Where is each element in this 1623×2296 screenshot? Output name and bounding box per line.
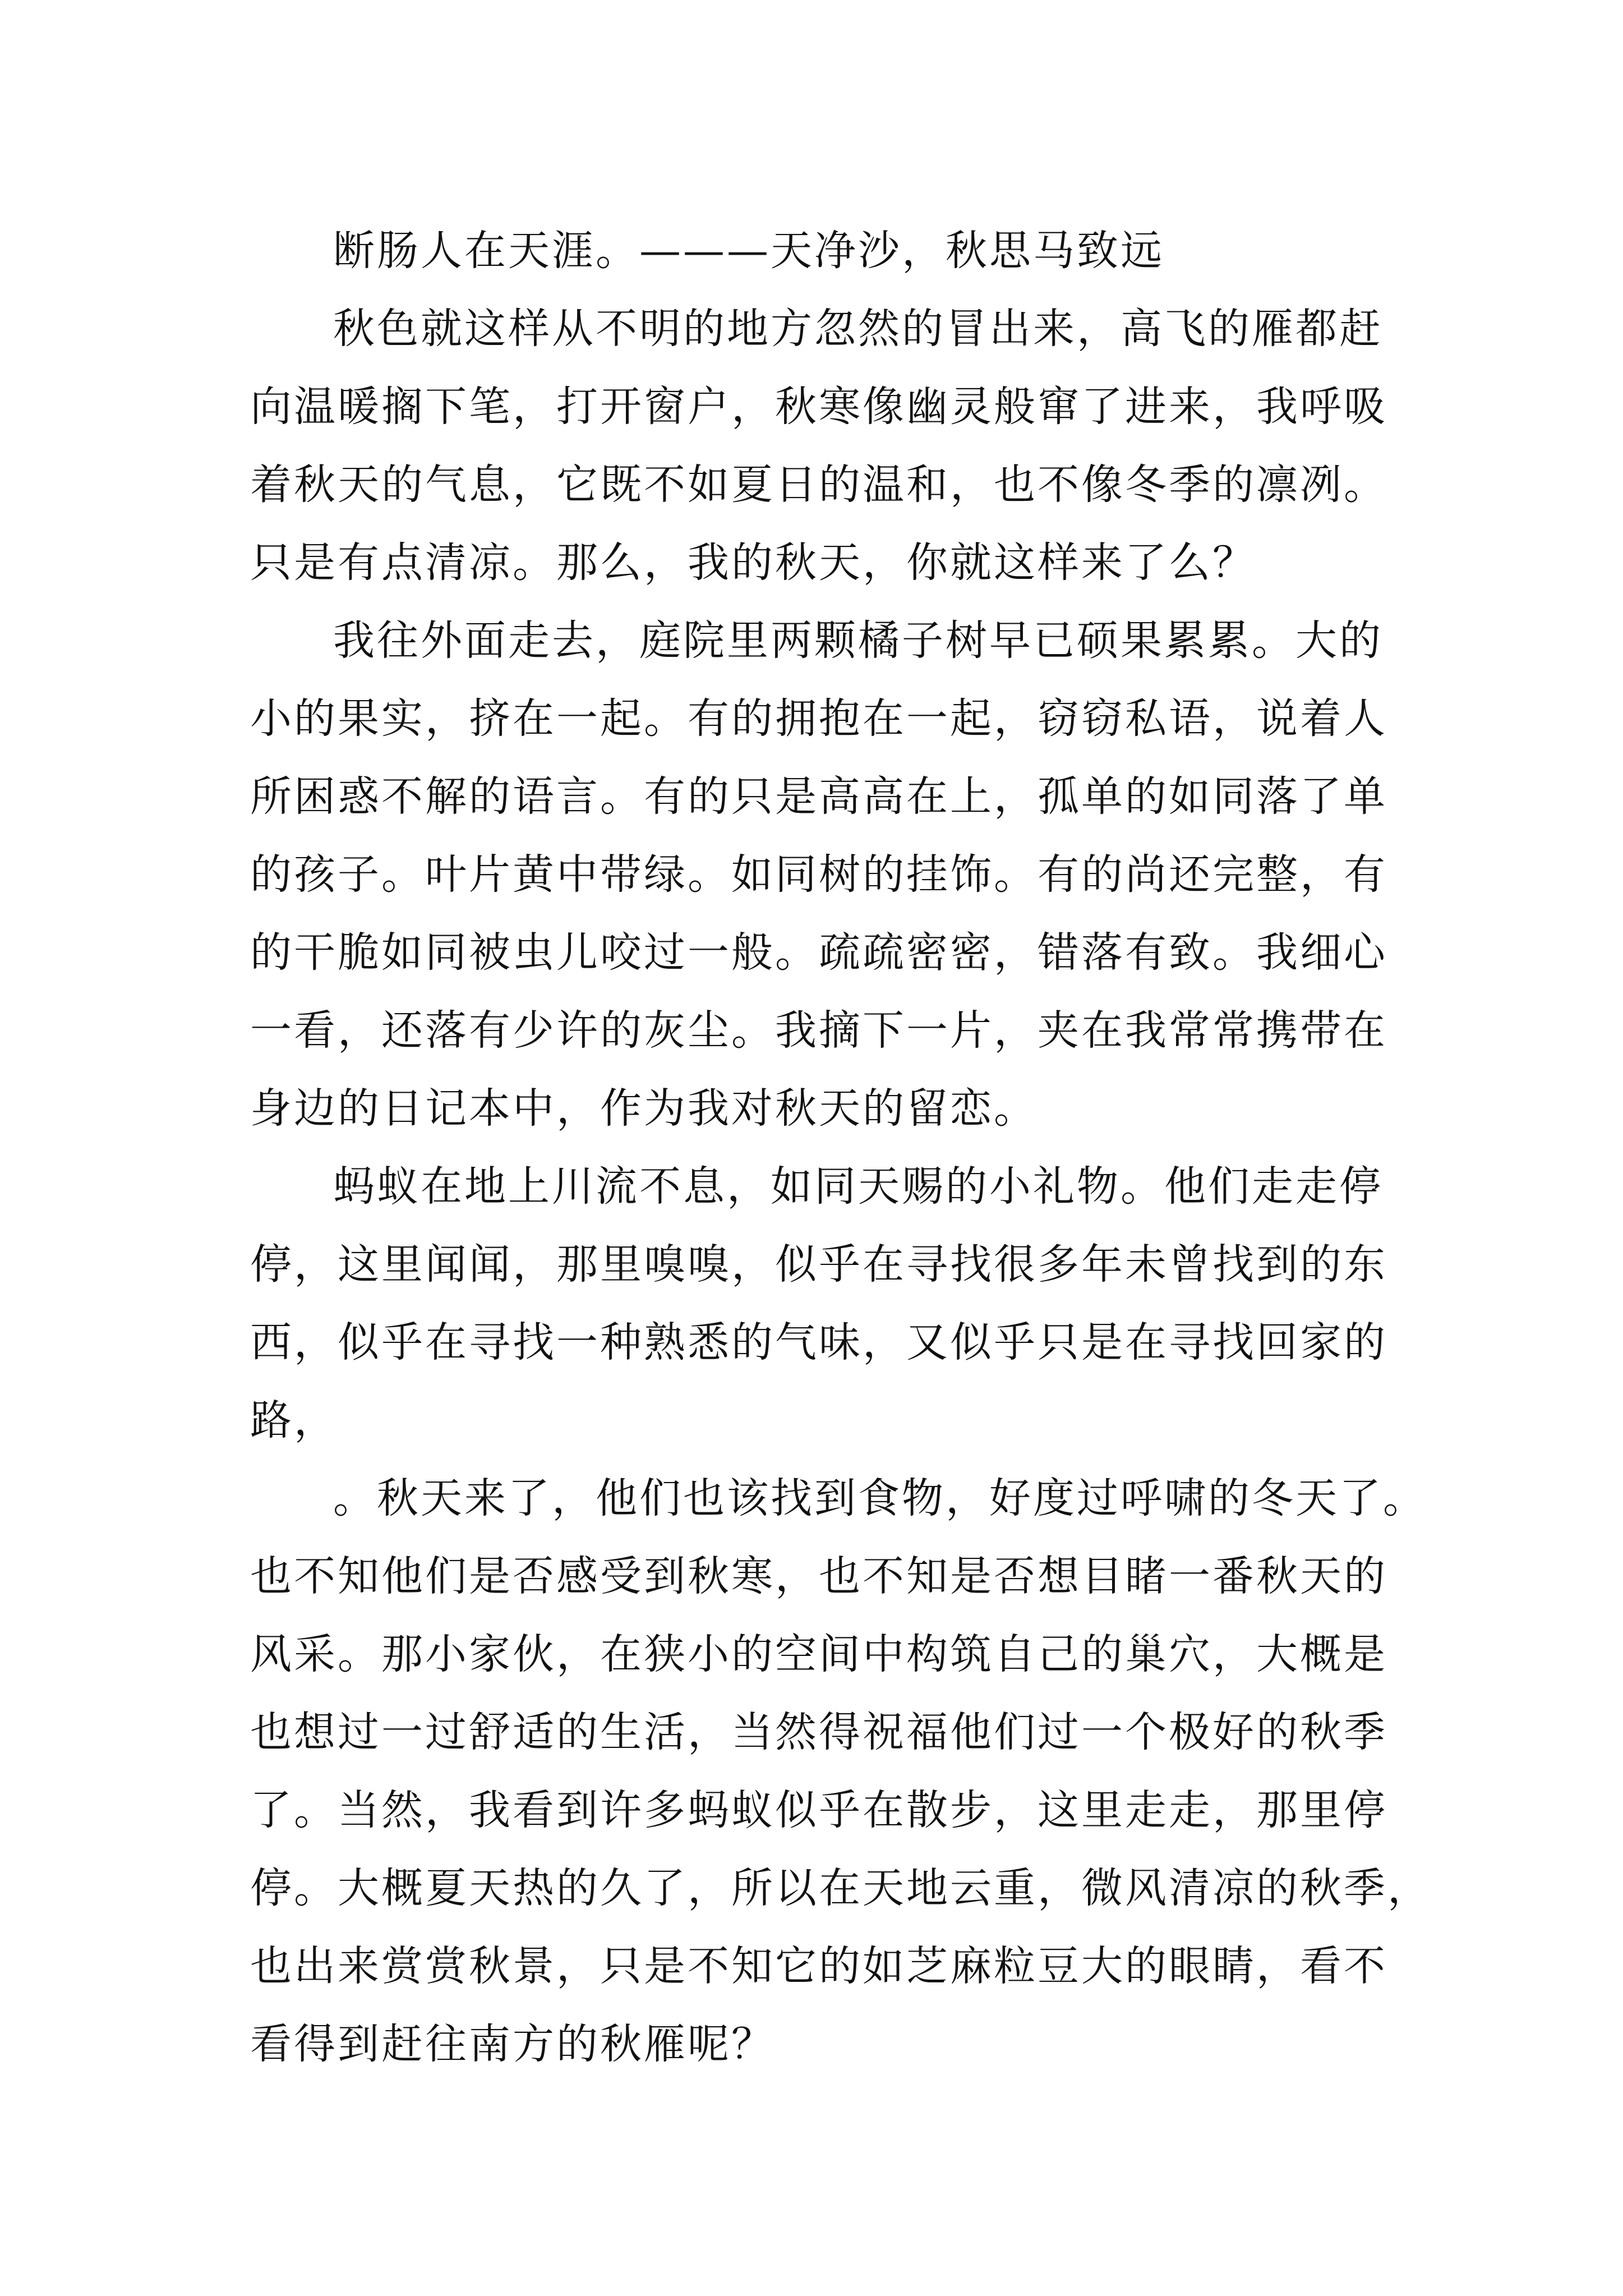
paragraph-3 [250, 602, 1387, 1148]
text-line: 的孩子。叶片黄中带绿。如同树的挂饰。有的尚还完整，有 [250, 850, 1387, 899]
text-line: 着秋天的气息，它既不如夏日的温和，也不像冬季的凛冽。 [250, 461, 1387, 509]
text-line: 蚂蚁在地上川流不息，如同天赐的小礼物。他们走走停 [333, 1162, 1383, 1211]
text-line: 也出来赏赏秋景，只是不知它的如芝麻粒豆大的眼睛，看不 [250, 1942, 1387, 1990]
text-line: 西，似乎在寻找一种熟悉的气味，又似乎只是在寻找回家的 [250, 1318, 1387, 1366]
paragraph-4 [250, 1148, 1387, 1460]
document-body [250, 212, 1431, 2083]
text-line: 断肠人在天涯。———天净沙，秋思马致远 [333, 227, 1164, 275]
text-line: 秋色就这样从不明的地方忽然的冒出来，高飞的雁都赶 [333, 305, 1383, 353]
text-line: 也不知他们是否感受到秋寒，也不知是否想目睹一番秋天的 [250, 1552, 1387, 1600]
text-line: 一看，还落有少许的灰尘。我摘下一片，夹在我常常携带在 [250, 1006, 1387, 1055]
text-line: 停。大概夏天热的久了，所以在天地云重，微风清凉的秋季， [250, 1864, 1431, 1912]
text-line: 只是有点清凉。那么，我的秋天，你就这样来了么？ [250, 539, 1256, 587]
text-line: 看得到赶往南方的秋雁呢？ [250, 2020, 775, 2068]
text-line: 身边的日记本中，作为我对秋天的留恋。 [250, 1084, 1038, 1133]
text-line: 。秋天来了，他们也该找到食物，好度过呼啸的冬天了。 [333, 1474, 1427, 1522]
text-line: 停，这里闻闻，那里嗅嗅，似乎在寻找很多年未曾找到的东 [250, 1240, 1387, 1289]
text-line: 我往外面走去，庭院里两颗橘子树早已硕果累累。大的 [333, 616, 1383, 665]
paragraph-1 [250, 212, 1377, 290]
paragraph-5 [250, 1460, 1431, 2083]
text-line: 了。当然，我看到许多蚂蚁似乎在散步，这里走走，那里停 [250, 1786, 1387, 1834]
text-line: 向温暖搁下笔，打开窗户，秋寒像幽灵般窜了进来，我呼吸 [250, 383, 1387, 431]
text-line: 路， [250, 1396, 338, 1444]
text-line: 所困惑不解的语言。有的只是高高在上，孤单的如同落了单 [250, 772, 1387, 821]
text-line: 也想过一过舒适的生活，当然得祝福他们过一个极好的秋季 [250, 1708, 1387, 1756]
text-line: 风采。那小家伙，在狭小的空间中构筑自己的巢穴，大概是 [250, 1630, 1387, 1678]
text-line: 的干脆如同被虫儿咬过一般。疏疏密密，错落有致。我细心 [250, 928, 1387, 977]
paragraph-2 [250, 290, 1387, 602]
text-line: 小的果实，挤在一起。有的拥抱在一起，窃窃私语，说着人 [250, 694, 1387, 743]
